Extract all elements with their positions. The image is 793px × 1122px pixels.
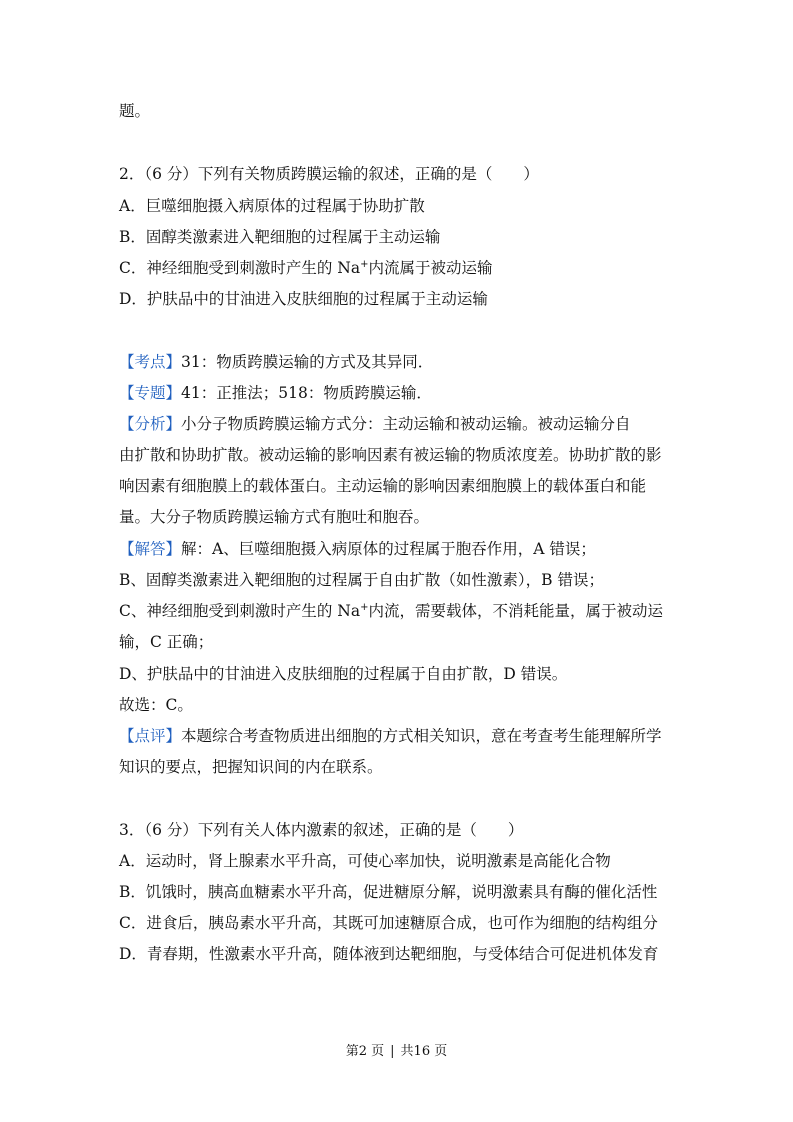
page-total: 共16 页 [400, 1044, 448, 1059]
jieda-b: B、固醇类激素进入靶细胞的过程属于自由扩散（如性激素），B 错误； [119, 571, 604, 589]
question-stem: 3．（6 分）下列有关人体内激素的叙述，正确的是（ ） [119, 821, 524, 839]
option-d: D．青春期，性激素水平升高，随体液到达靶细胞，与受体结合可促进机体发育 [119, 945, 659, 963]
superscript: + [360, 259, 369, 270]
kaodian-tag: 【考点】 [119, 353, 182, 371]
jieda-text: 解：A、巨噬细胞摄入病原体的过程属于胞吞作用，A 错误； [181, 540, 596, 558]
dianping-text: 本题综合考查物质进出细胞的方式相关知识，意在考查考生能理解所学 [181, 727, 662, 745]
fenxi-line [119, 413, 631, 435]
page-footer [0, 1043, 793, 1061]
answer: 故选：C。 [119, 696, 193, 714]
fenxi-line: 由扩散和协助扩散。被动运输的影响因素有被运输的物质浓度差。协助扩散的影 [119, 446, 662, 464]
top-fragment: 题。 [119, 102, 151, 120]
jieda-c-text: C、神经细胞受到刺激时产生的 Na [119, 602, 361, 620]
option-a: A．巨噬细胞摄入病原体的过程属于协助扩散 [119, 197, 425, 215]
fenxi-line: 量。大分子物质跨膜运输方式有胞吐和胞吞。 [119, 508, 430, 526]
jieda-c [119, 600, 663, 625]
question-stem: 2．（6 分）下列有关物质跨膜运输的叙述，正确的是（ ） [119, 165, 539, 183]
dianping-line [119, 725, 662, 747]
kaodian-text: 31：物质跨膜运输的方式及其异同． [181, 353, 434, 371]
kaodian-line [119, 351, 433, 373]
option-c-text-end: 内流属于被动运输 [368, 259, 493, 277]
option-a: A．运动时，肾上腺素水平升高，可使心率加快，说明激素是高能化合物 [119, 852, 611, 870]
dianping-tag: 【点评】 [119, 727, 182, 745]
page-number: 第2 页 [345, 1044, 385, 1059]
footer-separator: | [390, 1044, 395, 1059]
jieda-c-cont: 输，C 正确； [119, 633, 214, 651]
jieda-line [119, 538, 596, 560]
fenxi-line: 响因素有细胞膜上的载体蛋白。主动运输的影响因素细胞膜上的载体蛋白和能 [119, 477, 647, 495]
fenxi-text: 小分子物质跨膜运输方式分：主动运输和被动运输。被动运输分自 [181, 415, 631, 433]
zhuanti-line [119, 382, 432, 404]
option-b: B．饥饿时，胰高血糖素水平升高，促进糖原分解，说明激素具有酶的催化活性 [119, 883, 658, 901]
dianping-line: 知识的要点，把握知识间的内在联系。 [119, 758, 383, 776]
zhuanti-text: 41：正推法；518：物质跨膜运输． [181, 384, 432, 402]
zhuanti-tag: 【专题】 [119, 384, 182, 402]
superscript: + [360, 602, 369, 613]
option-b: B．固醇类激素进入靶细胞的过程属于主动运输 [119, 228, 441, 246]
option-d: D．护肤品中的甘油进入皮肤细胞的过程属于主动运输 [119, 290, 488, 308]
jieda-tag: 【解答】 [119, 540, 182, 558]
jieda-c-text-end: 内流，需要载体，不消耗能量，属于被动运 [368, 602, 663, 620]
fenxi-tag: 【分析】 [119, 415, 182, 433]
jieda-d: D、护肤品中的甘油进入皮肤细胞的过程属于自由扩散，D 错误。 [119, 665, 568, 683]
option-c [119, 257, 493, 282]
option-c: C．进食后，胰岛素水平升高，其既可加速糖原合成，也可作为细胞的结构组分 [119, 914, 658, 932]
option-c-text: C．神经细胞受到刺激时产生的 Na [119, 259, 361, 277]
